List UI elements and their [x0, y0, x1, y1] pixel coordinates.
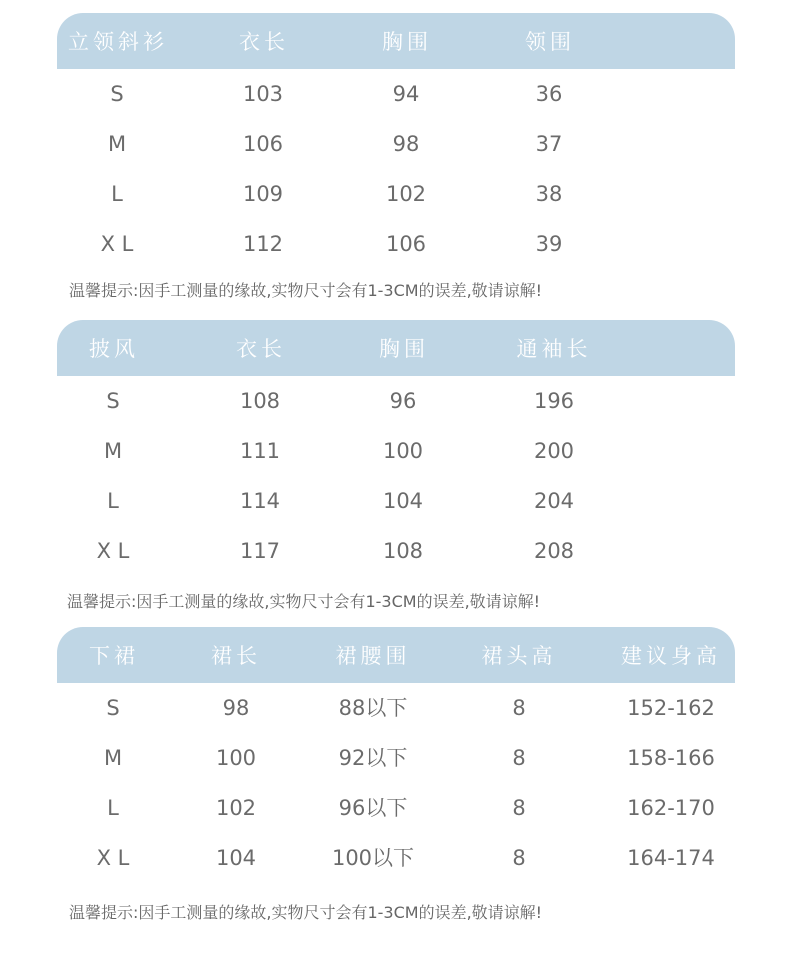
table-row: [57, 219, 735, 269]
value-cell: 152-162: [627, 696, 715, 720]
value-cell: 98: [392, 132, 420, 156]
table-row: [57, 169, 735, 219]
table-row: [57, 733, 735, 783]
measurement-note: 温馨提示:因手工测量的缘故,实物尺寸会有1-3CM的误差,敬请谅解!: [69, 281, 543, 300]
value-cell: 94: [392, 82, 420, 106]
value-cell: 196: [533, 389, 575, 413]
value-cell: 106: [385, 232, 427, 256]
value-cell: 8: [512, 796, 526, 820]
size-cell: S: [106, 389, 120, 413]
value-cell: 100: [382, 439, 424, 463]
value-cell: 117: [239, 539, 281, 563]
size-cell: L: [107, 489, 119, 513]
measurement-note: 温馨提示:因手工测量的缘故,实物尺寸会有1-3CM的误差,敬请谅解!: [67, 592, 541, 611]
size-table-blouse: [57, 13, 735, 269]
value-cell: 108: [382, 539, 424, 563]
table-row: [57, 69, 735, 119]
value-cell: 162-170: [627, 796, 715, 820]
header-cell-skirt-length: 裙长: [211, 644, 261, 668]
size-cell: S: [106, 696, 120, 720]
size-cell: X L: [96, 539, 130, 563]
value-cell: 104: [382, 489, 424, 513]
value-cell: 111: [239, 439, 281, 463]
value-cell: 100: [215, 746, 257, 770]
table-row: [57, 426, 735, 476]
value-cell: 106: [242, 132, 284, 156]
header-cell-sleeve: 通袖长: [516, 337, 592, 361]
table-body: [57, 376, 735, 576]
size-cell: L: [111, 182, 123, 206]
table-header: [57, 627, 735, 683]
value-cell: 158-166: [627, 746, 715, 770]
header-cell-waist: 裙腰围: [335, 644, 411, 668]
size-cell: M: [103, 439, 123, 463]
value-cell: 114: [239, 489, 281, 513]
table-row: [57, 683, 735, 733]
table-row: [57, 783, 735, 833]
header-cell-bust: 胸围: [382, 30, 432, 54]
value-cell: 109: [242, 182, 284, 206]
header-cell-length: 衣长: [239, 30, 289, 54]
size-table-skirt: [57, 627, 735, 883]
size-cell: M: [107, 132, 127, 156]
value-cell: 88以下: [338, 696, 408, 720]
header-cell-style: 下裙: [89, 644, 139, 668]
table-row: [57, 476, 735, 526]
value-cell: 8: [512, 846, 526, 870]
value-cell: 208: [533, 539, 575, 563]
value-cell: 96以下: [338, 796, 408, 820]
table-header: [57, 320, 735, 376]
value-cell: 98: [222, 696, 250, 720]
header-cell-collar: 领围: [525, 30, 575, 54]
value-cell: 102: [385, 182, 427, 206]
value-cell: 164-174: [627, 846, 715, 870]
header-cell-suggested-height: 建议身高: [621, 644, 721, 668]
value-cell: 102: [215, 796, 257, 820]
value-cell: 104: [215, 846, 257, 870]
value-cell: 38: [535, 182, 563, 206]
header-cell-bust: 胸围: [379, 337, 429, 361]
size-cell: X L: [100, 232, 134, 256]
value-cell: 100以下: [331, 846, 415, 870]
header-cell-length: 衣长: [236, 337, 286, 361]
value-cell: 37: [535, 132, 563, 156]
table-header: [57, 13, 735, 69]
size-table-cape: [57, 320, 735, 576]
value-cell: 8: [512, 696, 526, 720]
value-cell: 112: [242, 232, 284, 256]
value-cell: 204: [533, 489, 575, 513]
header-cell-waistband-height: 裙头高: [481, 644, 557, 668]
size-cell: L: [107, 796, 119, 820]
table-row: [57, 119, 735, 169]
size-cell: X L: [96, 846, 130, 870]
value-cell: 103: [242, 82, 284, 106]
table-body: [57, 683, 735, 883]
table-body: [57, 69, 735, 269]
value-cell: 36: [535, 82, 563, 106]
table-row: [57, 526, 735, 576]
value-cell: 8: [512, 746, 526, 770]
header-cell-style: 披风: [89, 337, 139, 361]
table-row: [57, 376, 735, 426]
value-cell: 108: [239, 389, 281, 413]
measurement-note: 温馨提示:因手工测量的缘故,实物尺寸会有1-3CM的误差,敬请谅解!: [69, 903, 543, 922]
table-row: [57, 833, 735, 883]
value-cell: 96: [389, 389, 417, 413]
size-cell: M: [103, 746, 123, 770]
size-cell: S: [110, 82, 124, 106]
header-cell-style: 立领斜衫: [68, 30, 168, 54]
value-cell: 200: [533, 439, 575, 463]
value-cell: 39: [535, 232, 563, 256]
value-cell: 92以下: [338, 746, 408, 770]
